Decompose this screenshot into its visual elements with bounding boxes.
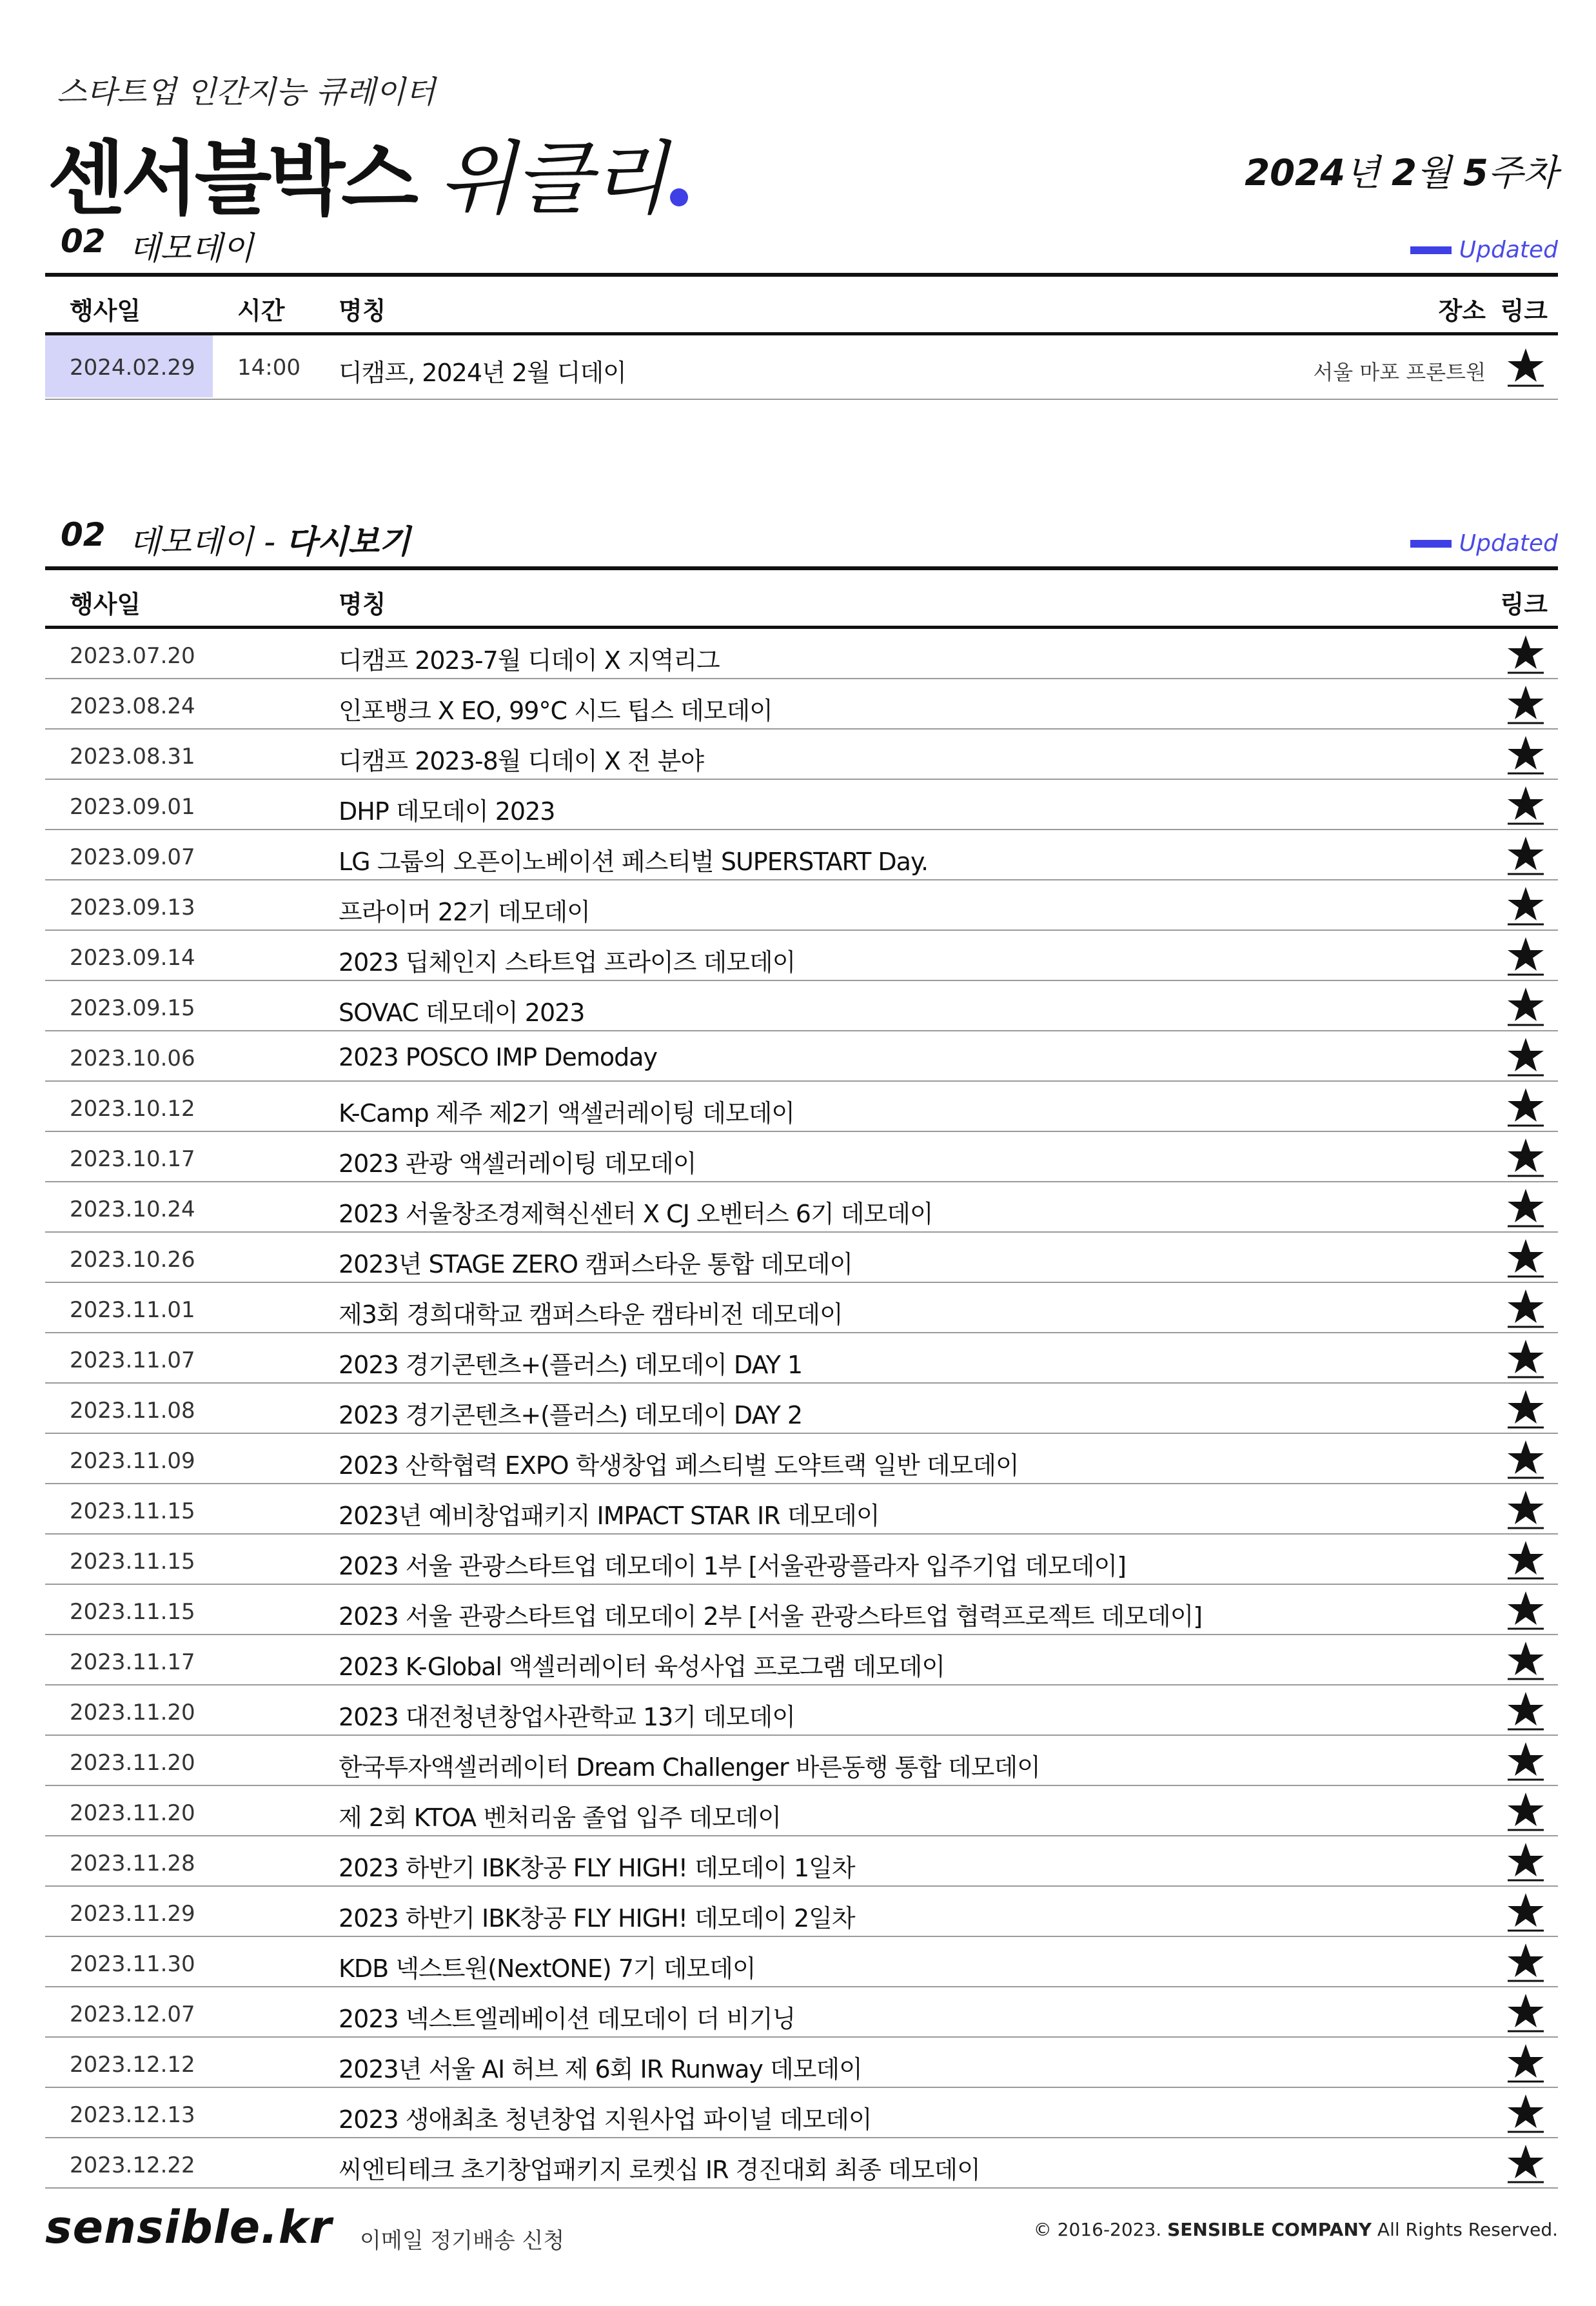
star-link-icon[interactable] [1506,1991,1545,2034]
event-date: 2023.12.12 [70,2052,195,2078]
table-row [45,1736,1558,1786]
brand-name: 센서블박스 [48,133,415,226]
event-name: 2023 생애최초 청년창업 지원사업 파이널 데모데이 [339,2105,872,2134]
updated-bar-icon [1410,540,1452,548]
issue-month-unit: 월 [1416,152,1463,194]
event-name: 2023 경기콘텐츠+(플러스) 데모데이 DAY 2 [339,1401,803,1429]
event-name: 2023 넥스트엘레베이션 데모데이 더 비기닝 [339,2005,796,2033]
event-name: 제3회 경희대학교 캠퍼스타운 캠타비전 데모데이 [339,1300,843,1329]
event-date: 2023.11.15 [70,1599,195,1625]
section-name-sep: - [253,523,286,561]
event-date: 2023.09.07 [70,844,195,870]
table-row [45,629,1558,679]
star-link-icon[interactable] [1506,2042,1545,2084]
event-date: 2023.11.15 [70,1498,195,1524]
event-date: 2023.09.15 [70,995,195,1021]
section-number: 02 [61,223,106,260]
event-date: 2023.10.24 [70,1197,195,1222]
event-name: 2023 하반기 IBK창공 FLY HIGH! 데모데이 2일차 [339,1904,855,1933]
event-name: 2023 서울 관광스타트업 데모데이 1부 [서울관광플라자 입주기업 데모데이] [339,1552,1126,1580]
event-name: 2023 딥체인지 스타트업 프라이즈 데모데이 [339,948,796,977]
event-date: 2023.11.15 [70,1549,195,1575]
star-link-icon[interactable] [1506,1488,1545,1531]
event-date: 2023.11.01 [70,1297,195,1323]
event-date: 2023.11.20 [70,1700,195,1725]
section-name: 데모데이 [129,230,254,267]
star-link-icon[interactable] [1506,1237,1545,1279]
col-link: 링크 [1500,297,1548,325]
issue-year: 2024 [1245,152,1346,194]
event-name: 2023년 STAGE ZERO 캠퍼스타운 통합 데모데이 [339,1250,853,1278]
event-date: 2023.07.20 [70,643,195,669]
updated-bar-icon [1410,246,1452,254]
col-place: 장소 [1438,297,1486,325]
issue-year-unit: 년 [1345,152,1392,194]
event-name: 2023년 예비창업패키지 IMPACT STAR IR 데모데이 [339,1502,880,1530]
star-link-icon[interactable] [1506,2142,1545,2185]
issue-date [1245,144,1558,196]
header-subtitle: 스타트업 인간지능 큐레이터 [57,74,435,110]
star-link-icon[interactable] [1506,1438,1545,1480]
copyright-prefix: © 2016-2023. [1033,2219,1168,2240]
star-link-icon[interactable] [1506,884,1545,927]
event-name: 2023 K-Global 액셀러레이터 육성사업 프로그램 데모데이 [339,1653,945,1681]
star-link-icon[interactable] [1506,1538,1545,1581]
table-row [45,981,1558,1031]
event-date: 2023.10.17 [70,1146,195,1172]
event-date: 2023.11.29 [70,1901,195,1927]
table-row [45,679,1558,730]
star-link-icon[interactable] [1506,1941,1545,1983]
event-date: 2023.09.01 [70,794,195,820]
event-date: 2023.09.13 [70,895,195,920]
subscribe-link[interactable]: 이메일 정기배송 신청 [360,2228,565,2254]
star-link-icon[interactable] [1506,633,1545,675]
col-name: 명칭 [339,297,386,325]
event-date: 2023.11.20 [70,1750,195,1776]
table-row [45,1786,1558,1836]
table-row [45,880,1558,931]
event-name: 한국투자액셀러레이터 Dream Challenger 바른동행 통합 데모데이 [339,1753,1040,1782]
table-row [45,1887,1558,1937]
event-name: KDB 넥스트원(NextONE) 7기 데모데이 [339,1954,756,1983]
event-name: 디캠프 2023-7월 디데이 X 지역리그 [339,646,720,675]
event-name: 디캠프, 2024년 2월 디데이 [339,359,626,387]
star-link-icon[interactable] [1506,1891,1545,1933]
copyright-rights: All Rights Reserved. [1372,2219,1558,2240]
star-link-icon[interactable] [1506,346,1545,388]
page-footer [45,2193,1558,2271]
event-date: 2023.12.07 [70,2002,195,2027]
updated-badge [1410,530,1558,557]
table-row [45,1132,1558,1182]
table-row [45,1031,1558,1082]
table-row [45,931,1558,981]
table-row [45,1283,1558,1333]
event-name: 디캠프 2023-8월 디데이 X 전 분야 [339,747,704,775]
event-date: 2023.08.24 [70,693,195,719]
event-date: 2023.10.06 [70,1046,195,1071]
table-row [45,2138,1558,2189]
updated-badge [1410,237,1558,263]
event-date: 2023.11.07 [70,1347,195,1373]
table-row [45,2088,1558,2138]
event-name: 2023 관광 액셀러레이팅 데모데이 [339,1149,696,1178]
table-row [45,335,1558,400]
event-time: 14:00 [237,355,300,381]
table-row [45,1484,1558,1535]
star-link-icon[interactable] [1506,1639,1545,1682]
copyright [1034,2219,1558,2240]
event-name: 인포뱅크 X EO, 99°C 시드 팁스 데모데이 [339,697,773,725]
event-date: 2023.11.20 [70,1800,195,1826]
event-name: 씨엔티테크 초기창업패키지 로켓십 IR 경진대회 최종 데모데이 [339,2156,980,2184]
star-link-icon[interactable] [1506,784,1545,826]
table-row [45,1585,1558,1635]
event-place: 서울 마포 프론트원 [1313,360,1486,384]
col-name: 명칭 [339,590,386,619]
star-link-icon[interactable] [1506,985,1545,1028]
brand-dot-icon [670,188,688,206]
star-link-icon[interactable] [1506,1387,1545,1430]
star-link-icon[interactable] [1506,1086,1545,1128]
section-name-main: 데모데이 [129,523,254,561]
table-row [45,780,1558,830]
table-row [45,1233,1558,1283]
star-link-icon[interactable] [1506,1186,1545,1229]
star-link-icon[interactable] [1506,1287,1545,1329]
event-name: DHP 데모데이 2023 [339,797,555,826]
star-link-icon[interactable] [1506,1589,1545,1631]
table-row [45,730,1558,780]
copyright-company: SENSIBLE COMPANY [1167,2219,1372,2240]
table-row [45,1635,1558,1685]
table-row [45,1082,1558,1132]
brand-weekly: 위클리 [438,133,667,226]
table-header [45,277,1558,335]
event-name: 제 2회 KTOA 벤처리움 졸업 입주 데모데이 [339,1804,781,1832]
demoday-replay-section [45,510,1558,2189]
star-link-icon[interactable] [1506,2092,1545,2134]
star-link-icon[interactable] [1506,935,1545,977]
star-link-icon[interactable] [1506,1689,1545,1732]
section-title [45,510,1558,570]
table-row [45,830,1558,880]
event-name: 2023 경기콘텐츠+(플러스) 데모데이 DAY 1 [339,1351,803,1379]
issue-week-unit: 주차 [1488,152,1558,194]
star-link-icon[interactable] [1506,733,1545,776]
col-date: 행사일 [70,297,141,325]
event-date: 2023.12.22 [70,2152,195,2178]
section-number: 02 [61,516,106,553]
col-date: 행사일 [70,590,141,619]
table-row [45,1333,1558,1384]
event-date: 2023.12.13 [70,2102,195,2128]
event-date: 2023.10.26 [70,1247,195,1273]
issue-month: 2 [1391,152,1417,194]
event-name: SOVAC 데모데이 2023 [339,999,585,1027]
star-link-icon[interactable] [1506,1740,1545,1782]
page-header [45,59,1558,226]
table-row [45,1182,1558,1233]
demoday-upcoming-section [45,216,1558,400]
star-link-icon[interactable] [1506,1337,1545,1380]
star-link-icon[interactable] [1506,1790,1545,1833]
event-date: 2023.11.28 [70,1851,195,1876]
table-row [45,2038,1558,2088]
issue-week: 5 [1463,152,1488,194]
event-date: 2024.02.29 [70,355,195,381]
event-name: 2023 서울 관광스타트업 데모데이 2부 [서울 관광스타트업 협력프로젝트 데모데이] [339,1602,1203,1631]
updated-label: Updated [1459,237,1558,263]
table-row [45,1685,1558,1736]
event-date: 2023.10.12 [70,1096,195,1122]
site-link[interactable]: sensible.kr [45,2201,332,2254]
star-link-icon[interactable] [1506,1035,1545,1078]
event-date: 2023.11.17 [70,1649,195,1675]
event-name: 2023 서울창조경제혁신센터 X CJ 오벤터스 6기 데모데이 [339,1200,933,1228]
brand-title [48,115,688,230]
event-name: LG 그룹의 오픈이노베이션 페스티벌 SUPERSTART Day. [339,848,929,876]
event-date: 2023.09.14 [70,945,195,971]
event-date: 2023.11.08 [70,1398,195,1424]
event-name: K-Camp 제주 제2기 액셀러레이팅 데모데이 [339,1099,795,1128]
section-name [129,516,410,562]
table-row [45,1836,1558,1887]
table-header [45,570,1558,629]
section-title [45,216,1558,277]
event-name: 2023 POSCO IMP Demoday [339,1043,658,1071]
updated-label: Updated [1459,530,1558,557]
event-name: 프라이머 22기 데모데이 [339,898,590,926]
event-date: 2023.11.30 [70,1951,195,1977]
table-row [45,1384,1558,1434]
replay-table-body [45,629,1558,2189]
event-date: 2023.11.09 [70,1448,195,1474]
col-link: 링크 [1500,590,1548,619]
event-name: 2023 대전청년창업사관학교 13기 데모데이 [339,1703,795,1731]
star-link-icon[interactable] [1506,1136,1545,1178]
star-link-icon[interactable] [1506,683,1545,726]
section-name-sub: 다시보기 [286,523,411,561]
col-time: 시간 [237,297,285,325]
table-row [45,1434,1558,1484]
event-name: 2023 산학협력 EXPO 학생창업 페스티벌 도약트랙 일반 데모데이 [339,1451,1019,1480]
table-row [45,1987,1558,2038]
table-row [45,1937,1558,1987]
event-date: 2023.08.31 [70,744,195,770]
table-row [45,1535,1558,1585]
event-name: 2023 하반기 IBK창공 FLY HIGH! 데모데이 1일차 [339,1854,855,1882]
event-name: 2023년 서울 AI 허브 제 6회 IR Runway 데모데이 [339,2055,862,2083]
star-link-icon[interactable] [1506,1840,1545,1883]
star-link-icon[interactable] [1506,834,1545,877]
